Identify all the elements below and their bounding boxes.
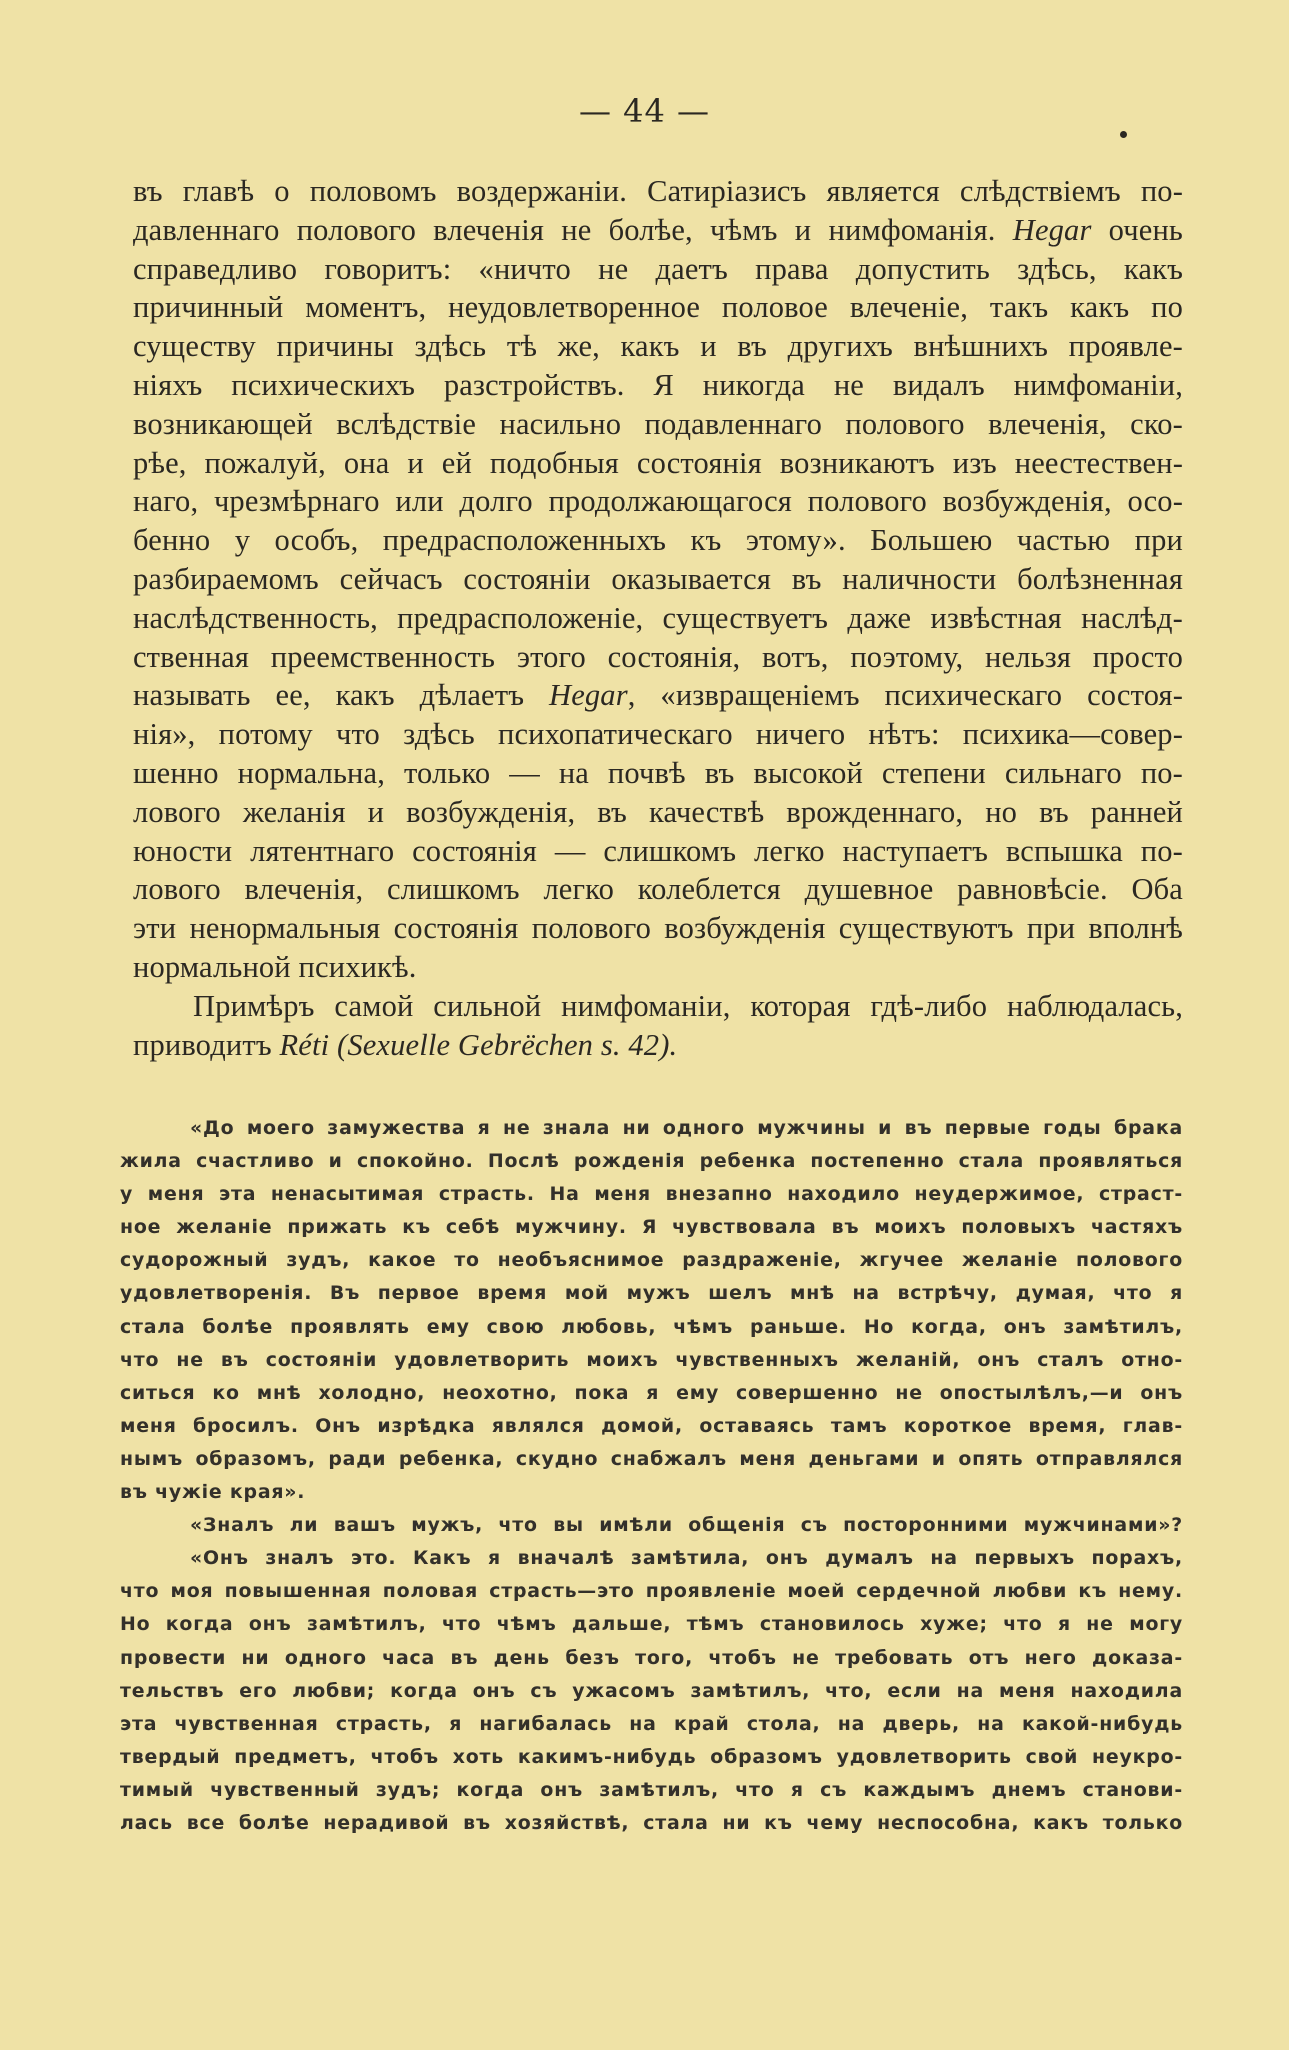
- body-line: существу причины здѣсь тѣ же, какъ и въ другихъ внѣшнихъ проявле-: [133, 329, 1183, 364]
- quote-line: эта чувственная страсть, я нагибалась на край стола, на дверь, на какой-нибудь: [120, 1712, 1183, 1735]
- quote-line: меня бросилъ. Онъ изрѣдка являлся домой, оставаясь тамъ короткое время, глав-: [120, 1414, 1183, 1437]
- body-line: лового влеченія, слишкомъ легко колеблется душевное равновѣсіе. Оба: [133, 872, 1183, 907]
- quote-line: тимый чувственный зудъ; когда онъ замѣтилъ, что я съ каждымъ днемъ станови-: [120, 1778, 1183, 1801]
- quote-line: что моя повышенная половая страсть—это проявленіе моей сердечной любви къ нему.: [120, 1580, 1183, 1603]
- body-line: разбираемомъ сейчасъ состояніи оказывается въ наличности болѣзненная: [133, 561, 1183, 596]
- body-line: давленнаго полового влеченія не болѣе, чѣмъ и нимфоманія. Hegar очень: [133, 212, 1183, 247]
- author-name-hegar: Hegar: [1012, 212, 1092, 247]
- body-line: ніяхъ психическихъ разстройствъ. Я никогда не видалъ нимфоманіи,: [133, 367, 1183, 402]
- quote-line: провести ни одного часа въ день безъ того, чтобъ не требовать отъ него доказа-: [120, 1646, 1183, 1669]
- main-body-text: [133, 172, 1183, 1064]
- body-line: справедливо говоритъ: «ничто не даетъ права допустить здѣсь, какъ: [133, 251, 1183, 286]
- quote-line: стала болѣе проявлять ему свою любовь, чѣмъ раньше. Но когда, онъ замѣтилъ,: [120, 1315, 1183, 1338]
- body-line: наго, чрезмѣрнаго или долго продолжающагося полового возбужденія, осо-: [133, 484, 1183, 519]
- quote-line: нымъ образомъ, ради ребенка, скудно снабжалъ меня деньгами и опять отправлялся: [120, 1447, 1183, 1470]
- quote-line: лась все болѣе нерадивой въ хозяйствѣ, стала ни къ чему неспособна, какъ только: [120, 1811, 1183, 1834]
- quote-line: что не въ состояніи удовлетворить моихъ чувственныхъ желаній, онъ сталъ отно-: [120, 1348, 1183, 1371]
- body-line: бенно у особъ, предрасположенныхъ къ этому». Большею частью при: [133, 523, 1183, 558]
- quote-line: твердый предметъ, чтобъ хоть какимъ-нибудь образомъ удовлетворить свой неукро-: [120, 1745, 1183, 1768]
- quote-line: тельствъ его любви; когда онъ съ ужасомъ замѣтилъ, что, если на меня находила: [120, 1679, 1183, 1702]
- paragraph-start: Примѣръ самой сильной нимфоманіи, которая гдѣ-либо наблюдалась,: [193, 988, 1183, 1023]
- body-line: нія», потому что здѣсь психопатическаго ничего нѣтъ: психика—совер-: [133, 717, 1183, 752]
- body-line: возникающей вслѣдствіе насильно подавленнаго полового влеченія, ско-: [133, 406, 1183, 441]
- body-line: наслѣдственность, предрасположеніе, существуетъ даже извѣстная наслѣд-: [133, 600, 1183, 635]
- body-line: лового желанія и возбужденія, въ качествѣ врожденнаго, но въ ранней: [133, 794, 1183, 829]
- quote-line: «До моего замужества я не знала ни одного мужчины и въ первые годы брака: [190, 1117, 1183, 1139]
- page-number: — 44 —: [578, 92, 711, 130]
- quote-line: удовлетворенія. Въ первое время мой мужъ шелъ мнѣ на встрѣчу, думая, что я: [120, 1282, 1183, 1305]
- citation-line: приводитъ Réti (Sexuelle Gebrëchen s. 42).: [133, 1027, 678, 1062]
- quote-line: Но когда онъ замѣтилъ, что чѣмъ дальше, тѣмъ становилось хуже; что я не могу: [120, 1613, 1183, 1636]
- body-line: называть ее, какъ дѣлаетъ Hegar, «извращеніемъ психическаго состоя-: [133, 678, 1184, 713]
- quote-line: ное желаніе прижать къ себѣ мужчину. Я чувствовала въ моихъ половыхъ частяхъ: [120, 1216, 1183, 1239]
- quoted-case-text: [120, 1112, 1183, 1840]
- body-line: эти ненормальныя состоянія полового возбужденія существуютъ при вполнѣ: [133, 911, 1183, 946]
- quote-line: судорожный зудъ, какое то необъяснимое раздраженіе, жгучее желаніе полового: [120, 1249, 1183, 1272]
- body-line: въ главѣ о половомъ воздержаніи. Сатиріазисъ является слѣдствіемъ по-: [133, 174, 1183, 208]
- author-name-hegar: Hegar: [549, 678, 628, 713]
- quote-line: у меня эта ненасытимая страсть. На меня внезапно находило неудержимое, страст-: [120, 1183, 1183, 1206]
- quote-line: въ чужіе края».: [120, 1481, 306, 1504]
- quote-question: «Зналъ ли вашъ мужъ, что вы имѣли общенія съ посторонними мужчинами»?: [190, 1514, 1183, 1537]
- quote-line: ситься ко мнѣ холодно, неохотно, пока я ему совершенно не опостылѣлъ,—и онъ: [120, 1381, 1183, 1404]
- body-line: юности лятентнаго состоянія — слишкомъ легко наступаетъ вспышка по-: [133, 833, 1183, 868]
- body-line: ственная преемственность этого состоянія, вотъ, поэтому, нельзя просто: [133, 639, 1183, 674]
- body-line: нормальной психикѣ.: [133, 949, 417, 984]
- body-line: рѣе, пожалуй, она и ей подобныя состоянія возникаютъ изъ неестествен-: [133, 445, 1183, 480]
- citation-source: (Sexuelle Gebrëchen s. 42).: [337, 1027, 678, 1062]
- ink-speck: [1120, 131, 1127, 138]
- quote-line: жила счастливо и спокойно. Послѣ рожденія ребенка постепенно стала проявляться: [120, 1150, 1183, 1173]
- quote-line: «Онъ зналъ это. Какъ я вначалѣ замѣтила, онъ думалъ на первыхъ порахъ,: [190, 1547, 1183, 1570]
- body-line: причинный моментъ, неудовлетворенное половое влеченіе, такъ какъ по: [133, 290, 1183, 325]
- author-name-reti: Réti: [279, 1027, 330, 1062]
- body-line: шенно нормальна, только — на почвѣ въ высокой степени сильнаго по-: [133, 755, 1183, 790]
